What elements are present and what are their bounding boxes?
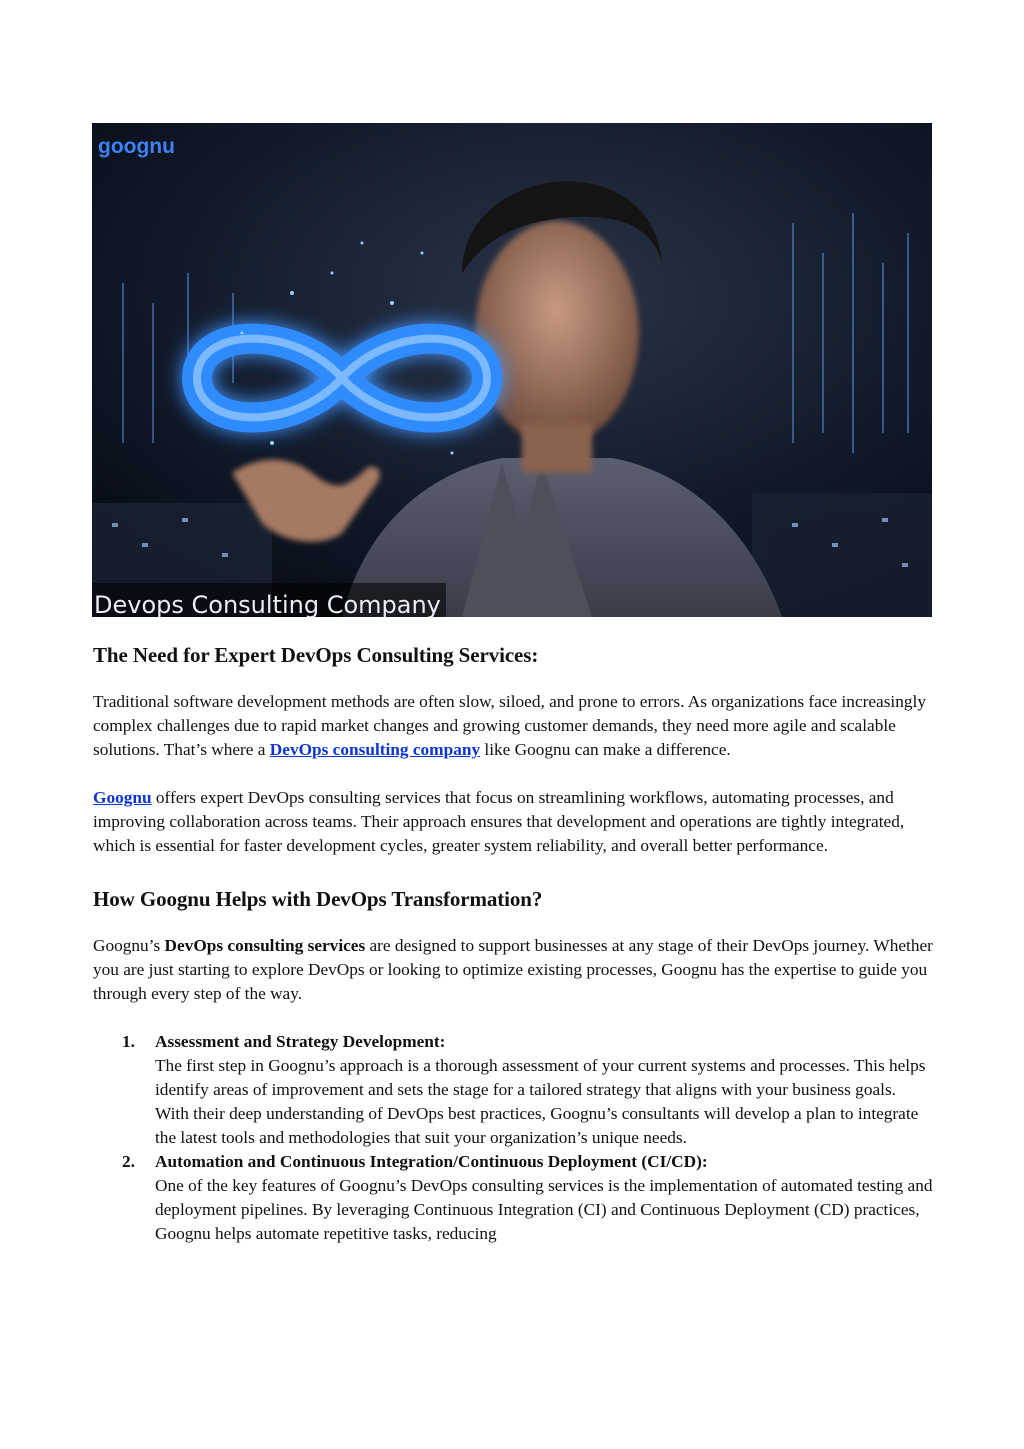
list-item-text: The first step in Goognu’s approach is a thorough assessment of your current systems and processes. This helps identify areas of improvement and sets the stage for a tailored strategy that aligns with your business goals. With their deep understanding of DevOps best practices, Goognu’s consultants will develop a plan to integrate the latest tools and methodologies that suit your organization’s unique needs.: [155, 1056, 926, 1147]
section-heading-how: How Goognu Helps with DevOps Transformation?: [93, 887, 543, 911]
list-item: 1. Assessment and Strategy Development: The first step in Goognu’s approach is a thorough assessment of your current systems and processes. This helps identify areas of improvement and sets the stage for a tailored strategy that aligns with your business goals. With their deep understanding of DevOps best practices, Goognu’s consultants will develop a plan to integrate the latest tools and methodologies that suit your organization’s unique needs.: [93, 1030, 933, 1150]
list-item-text: One of the key features of Goognu’s DevOps consulting services is the implementation of automated testing and deployment pipelines. By leveraging Continuous Integration (CI) and Continuous Deployment (CD) practices, Goognu helps automate repetitive tasks, reducing: [155, 1176, 933, 1243]
hero-caption: Devops Consulting Company: [94, 591, 441, 617]
devops-consulting-company-link[interactable]: DevOps consulting company: [269, 740, 481, 759]
paragraph-goognu-offers: Goognu offers expert DevOps consulting services that focus on streamlining workflows, automating processes, and improving collaboration across teams. Their approach ensures that development and operations are tightly integrated, which is essential for faster development cycles, greater system reliability, and overall better performance.: [93, 788, 905, 855]
paragraph-intro: Goognu’s DevOps consulting services are designed to support businesses at any stage of their DevOps journey. Whether you are just starting to explore DevOps or looking to optimize existing processes, Goognu has the expertise to guide you through every step of the way.: [93, 936, 933, 1003]
section-heading-need: The Need for Expert DevOps Consulting Services:: [93, 643, 539, 667]
hero-image: [92, 123, 932, 617]
paragraph-traditional: Traditional software development methods are often slow, siloed, and prone to errors. As organizations face increasingly complex challenges due to rapid market changes and growing customer demands, they need more agile and scalable solutions. That’s where a DevOps consulting company like Goognu can make a difference.: [93, 692, 926, 759]
article-body: [93, 638, 933, 1246]
goognu-logo: goognu: [98, 135, 175, 158]
list-item-title: Automation and Continuous Integration/Continuous Deployment (CI/CD):: [155, 1152, 708, 1171]
list-item: 2. Automation and Continuous Integration/Continuous Deployment (CI/CD): One of the key features of Goognu’s DevOps consulting services is the implementation of automated testing and deployment pipelines. By leveraging Continuous Integration (CI) and Continuous Deployment (CD) practices, Goognu helps automate repetitive tasks, reducing: [122, 1152, 933, 1243]
services-list: [93, 1030, 933, 1246]
hero-illustration: [92, 123, 932, 617]
goognu-link[interactable]: Goognu: [93, 788, 152, 807]
list-item-title: Assessment and Strategy Development:: [155, 1032, 446, 1051]
